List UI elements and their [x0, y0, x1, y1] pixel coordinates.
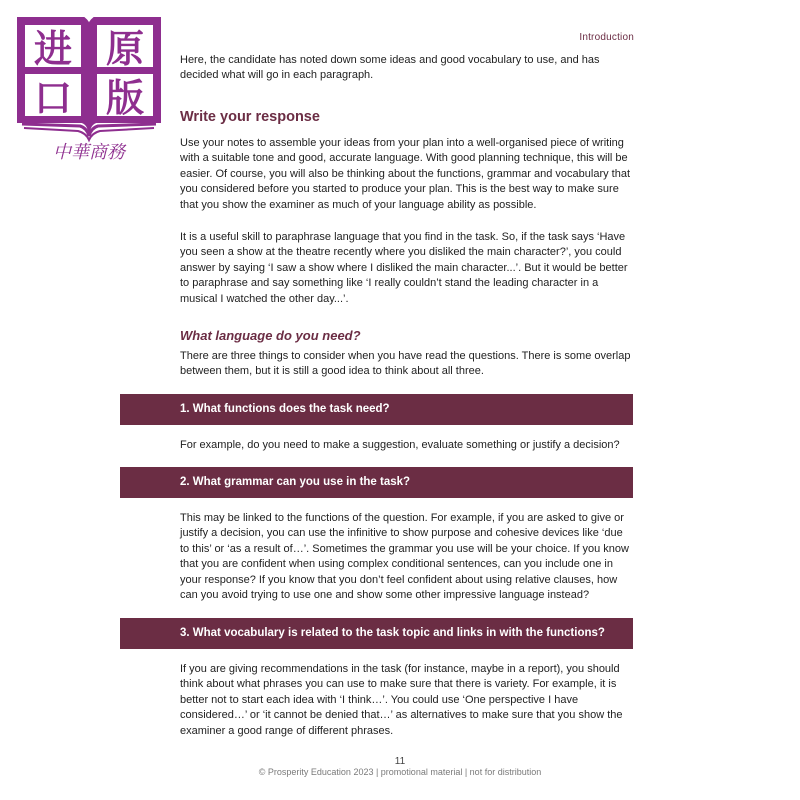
question-body-1: For example, do you need to make a suggestion, evaluate something or justify a decision?	[180, 439, 620, 451]
section-paragraph-1: Use your notes to assemble your ideas from your plan into a well-organised piece of writing with a suitable tone and good, accurate language. With good planning technique, this will be easier. Of course, you will also be thinking about the functions, grammar and vocabulary that you considered before you started to produce your plan. This is the best way to make sure that you show the examiner as much of your language ability as possible.	[180, 137, 631, 211]
logo-char-3: 口	[33, 76, 73, 120]
question-band-2: 2. What grammar can you use in the task?	[120, 467, 633, 498]
question-band-1: 1. What functions does the task need?	[120, 394, 633, 425]
question-body-block-1	[180, 438, 632, 453]
question-body-3: If you are giving recommendations in the task (for instance, maybe in a report), you should think about what phrases you can use to make sure that there is variety. For example, it is better not to start each idea with ‘I think…’. You could use ‘One perspective I have considered…’ or ‘it cannot be denied that…’ as alternatives to make sure that you show the examiner a good range of different phrases.	[180, 663, 623, 737]
subheading-block	[180, 349, 632, 380]
question-band-3: 3. What vocabulary is related to the task topic and links in with the functions?	[120, 618, 633, 649]
publisher-logo	[14, 14, 164, 164]
subheading-paragraph: There are three things to consider when you have read the questions. There is some overlap between them, but it is still a good idea to think about all three.	[180, 350, 631, 378]
question-body-block-2	[180, 511, 632, 603]
section-block-2	[180, 230, 632, 307]
intro-block	[180, 53, 632, 84]
page-number: 11	[394, 756, 406, 767]
logo-char-4: 版	[105, 76, 145, 120]
question-body-2: This may be linked to the functions of the question. For example, if you are asked to give or justify a decision, you can use the infinitive to show purpose and cohesive devices like ‘due to this’ or ‘as a result of…’. Sometimes the grammar you use will be your choice. If you know that you are confident when using complex conditional sentences, can you include one in your response? If you know that you don’t feel confident about using relative clauses, how can you avoid trying to use one and show some other impressive language instead?	[180, 512, 629, 602]
subheading: What language do you need?	[180, 328, 361, 343]
running-head: Introduction	[579, 32, 634, 43]
intro-paragraph: Here, the candidate has noted down some ideas and good vocabulary to use, and has decided what will go in each paragraph.	[180, 54, 600, 82]
logo-caption: 中華商務	[53, 142, 125, 163]
open-book-icon	[14, 14, 164, 164]
question-body-block-3	[180, 662, 632, 739]
logo-char-1: 进	[33, 27, 73, 71]
section-paragraph-2: It is a useful skill to paraphrase language that you find in the task. So, if the task says ‘Have you seen a show at the theatre recently where you disliked the main character?’, you could answer by saying ‘I saw a show where I disliked the main character...’. But it would be better to paraphrase and say something like ‘I really couldn’t stand the leading character in a musical I watched the other day...’.	[180, 231, 628, 305]
section-heading: Write your response	[180, 109, 320, 125]
copyright-notice: © Prosperity Education 2023 | promotional material | not for distribution	[258, 767, 542, 777]
section-block	[180, 136, 632, 213]
logo-char-2: 原	[105, 27, 145, 71]
